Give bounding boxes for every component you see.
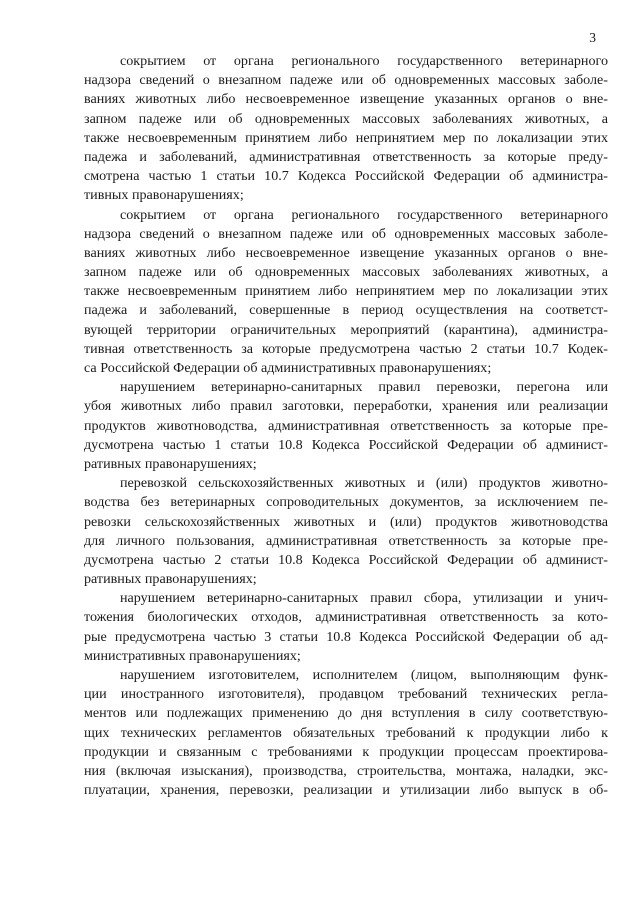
- paragraph: [84, 589, 608, 666]
- page-number: 3: [589, 30, 596, 45]
- text-line: дусмотрена частью 2 статьи 10.8 Кодекса Российской Федерации об админист-: [84, 551, 608, 568]
- paragraph: [84, 474, 608, 589]
- text-line: ративных правонарушениях;: [84, 455, 257, 472]
- text-line: нарушением ветеринарно-санитарных правил перевозки, перегона или: [120, 379, 608, 396]
- body-text: [84, 52, 608, 800]
- text-line: ваниях животных либо несвоевременное извещение указанных органов о вне-: [84, 244, 608, 261]
- text-line: дусмотрена частью 1 статьи 10.8 Кодекса Российской Федерации об админист-: [84, 436, 608, 453]
- text-line: перевозкой сельскохозяйственных животных и (или) продуктов животно-: [120, 475, 608, 492]
- text-line: падежа и заболеваний, совершенные в период осуществления на соответст-: [84, 302, 608, 319]
- text-line: также несвоевременным принятием либо непринятием мер по локализации этих: [84, 129, 608, 146]
- text-line: тивная ответственность за которые предусмотрена частью 2 статьи 10.7 Кодек-: [84, 340, 608, 357]
- text-line: смотрена частью 1 статьи 10.7 Кодекса Российской Федерации об администра-: [84, 168, 608, 185]
- text-line: продуктов животноводства, административная ответственность за которые пре-: [84, 417, 608, 434]
- text-line: падежа и заболеваний, административная ответственность за которые преду-: [84, 148, 608, 165]
- text-line: запном падеже или об одновременных массовых заболеваниях животных, а: [84, 264, 608, 281]
- paragraph: [84, 378, 608, 474]
- text-line: нарушением ветеринарно-санитарных правил сбора, утилизации и унич-: [120, 590, 608, 607]
- text-line: ративных правонарушениях;: [84, 571, 257, 588]
- text-line: ментов или подлежащих применению до дня вступления в силу соответствую-: [84, 705, 608, 722]
- text-line: министративных правонарушениях;: [84, 647, 301, 664]
- text-line: тожения биологических отходов, административная ответственность за кото-: [84, 609, 608, 626]
- text-line: водства без ветеринарных сопроводительных документов, за исключением пе-: [84, 494, 608, 511]
- text-line: для личного пользования, административная ответственность за которые пре-: [84, 532, 608, 549]
- text-line: плуатации, хранения, перевозки, реализации и утилизации либо выпуск в об-: [84, 782, 608, 799]
- text-line: сокрытием от органа регионального государственного ветеринарного: [120, 206, 608, 223]
- text-line: надзора сведений о внезапном падеже или об одновременных массовых заболе-: [84, 72, 608, 89]
- text-line: ния (включая изыскания), производства, строительства, монтажа, наладки, экс-: [84, 762, 608, 779]
- text-line: са Российской Федерации об административных правонарушениях;: [84, 360, 492, 376]
- text-line: нарушением изготовителем, исполнителем (лицом, выполняющим функ-: [120, 667, 608, 683]
- text-line: ции иностранного изготовителя), продавцом требований технических регла-: [84, 686, 608, 703]
- text-line: надзора сведений о внезапном падеже или об одновременных массовых заболе-: [84, 225, 608, 242]
- paragraph: [84, 206, 608, 379]
- text-line: сокрытием от органа регионального государственного ветеринарного: [120, 53, 608, 69]
- text-line: ваниях животных либо несвоевременное извещение указанных органов о вне-: [84, 91, 608, 108]
- text-line: убоя животных либо правил заготовки, переработки, хранения или реализации: [84, 398, 608, 415]
- text-line: запном падеже или об одновременных массовых заболеваниях животных, а: [84, 110, 608, 127]
- text-line: также несвоевременным принятием либо непринятием мер по локализации этих: [84, 283, 608, 300]
- text-line: рые предусмотрена частью 3 статьи 10.8 Кодекса Российской Федерации об ад-: [84, 628, 608, 645]
- text-line: щих технических регламентов обязательных требований к продукции либо к: [84, 724, 608, 741]
- text-line: тивных правонарушениях;: [84, 187, 244, 204]
- text-line: продукции и связанным с требованиями к продукции процессам проектирова-: [84, 743, 608, 760]
- text-line: вующей территории ограничительных мероприятий (карантина), администра-: [84, 321, 608, 338]
- paragraph: [84, 52, 608, 206]
- paragraph: [84, 666, 608, 800]
- text-line: ревозки сельскохозяйственных животных и (или) продуктов животноводства: [84, 513, 608, 530]
